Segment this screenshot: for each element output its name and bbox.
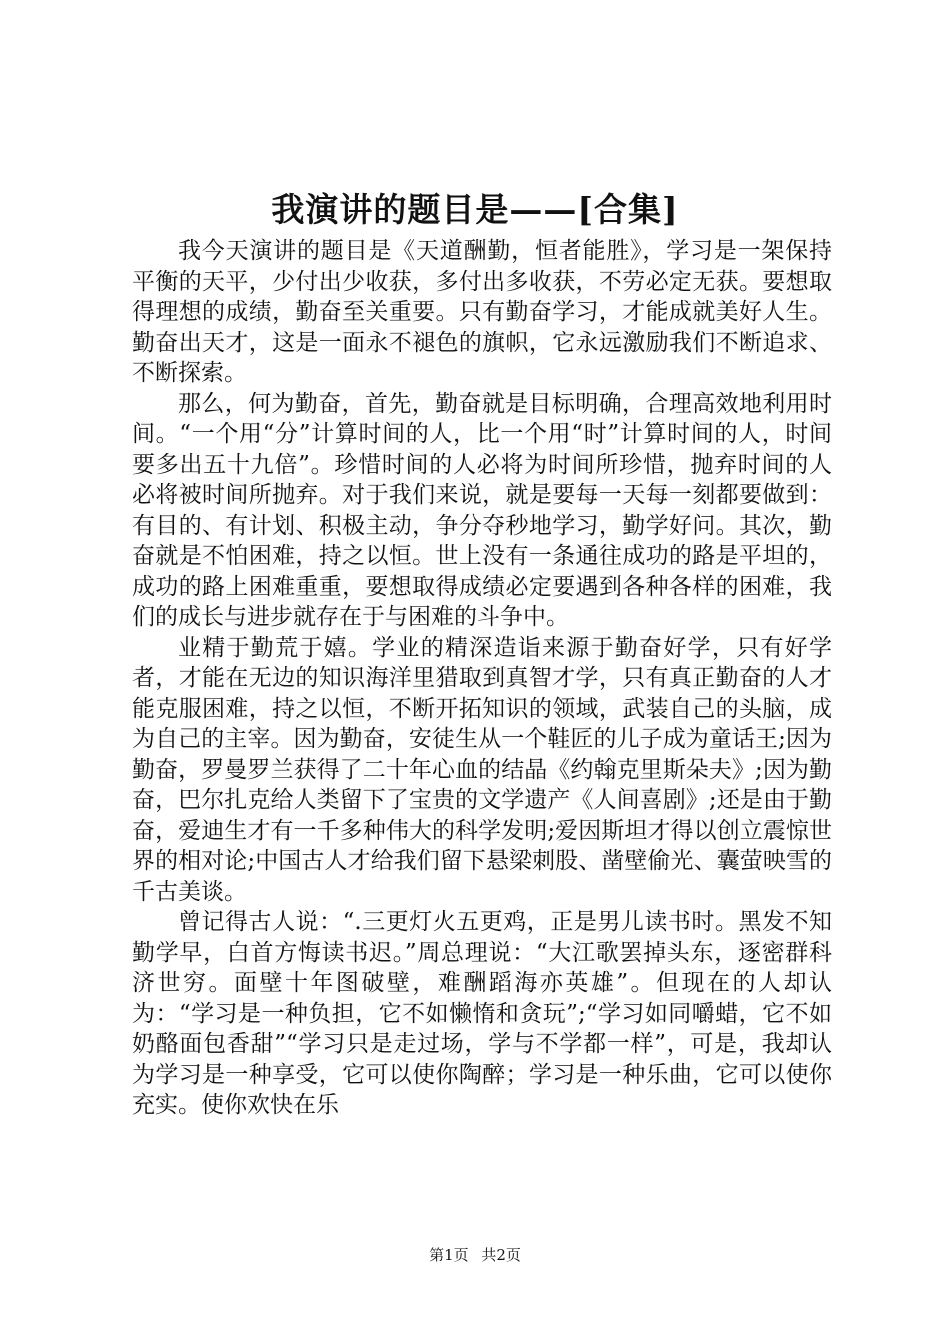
paragraph-2: 那么，何为勤奋，首先，勤奋就是目标明确，合理高效地利用时间。“一个用“分”计算时间的人，比一个用“时”计算时间的人，时间要多出五十九倍”。珍惜时间的人必将为时间所珍惜，抛弃时间的人必将被时间所抛弃。对于我们来说，就是要每一天每一刻都要做到：有目的、有计划、积极主动，争分夺秒地学习，勤学好问。其次，勤奋就是不怕困难，持之以恒。世上没有一条通往成功的路是平坦的，成功的路上困难重重，要想取得成绩必定要遇到各种各样的困难，我们的成长与进步就存在于与困难的斗争中。	[132, 390, 832, 630]
paragraph-1: 我今天演讲的题目是《天道酬勤，恒者能胜》，学习是一架保持平衡的天平，少付出少收获，多付出多收获，不劳必定无获。要想取得理想的成绩，勤奋至关重要。只有勤奋学习，才能成就美好人生。勤奋出天才，这是一面永不褪色的旗帜，它永远激励我们不断追求、不断探索。	[132, 238, 832, 386]
page-total: 共2页	[481, 1246, 521, 1264]
paragraph-4: 曾记得古人说：“.三更灯火五更鸡，正是男儿读书时。黑发不知勤学早，白首方悔读书迟。”周总理说：“大江歌罢掉头东，逐密群科济世穷。面壁十年图破壁，难酬蹈海亦英雄”。但现在的人却认为：“学习是一种负担，它不如懒惰和贪玩”;“学习如同嚼蜡，它不如奶酪面包香甜”“学习只是走过场，学与不学都一样”，可是，我却认为学习是一种享受，它可以使你陶醉；学习是一种乐曲，它可以使你充实。使你欢快在乐	[132, 909, 832, 1118]
document-body	[132, 236, 832, 1121]
paragraph-3: 业精于勤荒于嬉。学业的精深造诣来源于勤奋好学，只有好学者，才能在无边的知识海洋里猎取到真智才学，只有真正勤奋的人才能克服困难，持之以恒，不断开拓知识的领域，武装自己的头脑，成为自己的主宰。因为勤奋，安徒生从一个鞋匠的儿子成为童话王;因为勤奋，罗曼罗兰获得了二十年心血的结晶《约翰克里斯朵夫》;因为勤奋，巴尔扎克给人类留下了宝贵的文学遗产《人间喜剧》;还是由于勤奋，爱迪生才有一千多种伟大的科学发明;爱因斯坦才得以创立震惊世界的相对论;中国古人才给我们留下悬梁刺股、凿壁偷光、囊萤映雪的千古美谈。	[132, 634, 832, 905]
page-number: 第1页	[429, 1246, 469, 1264]
page-footer	[0, 1244, 950, 1265]
document-title: 我演讲的题目是——[合集]	[271, 190, 679, 229]
